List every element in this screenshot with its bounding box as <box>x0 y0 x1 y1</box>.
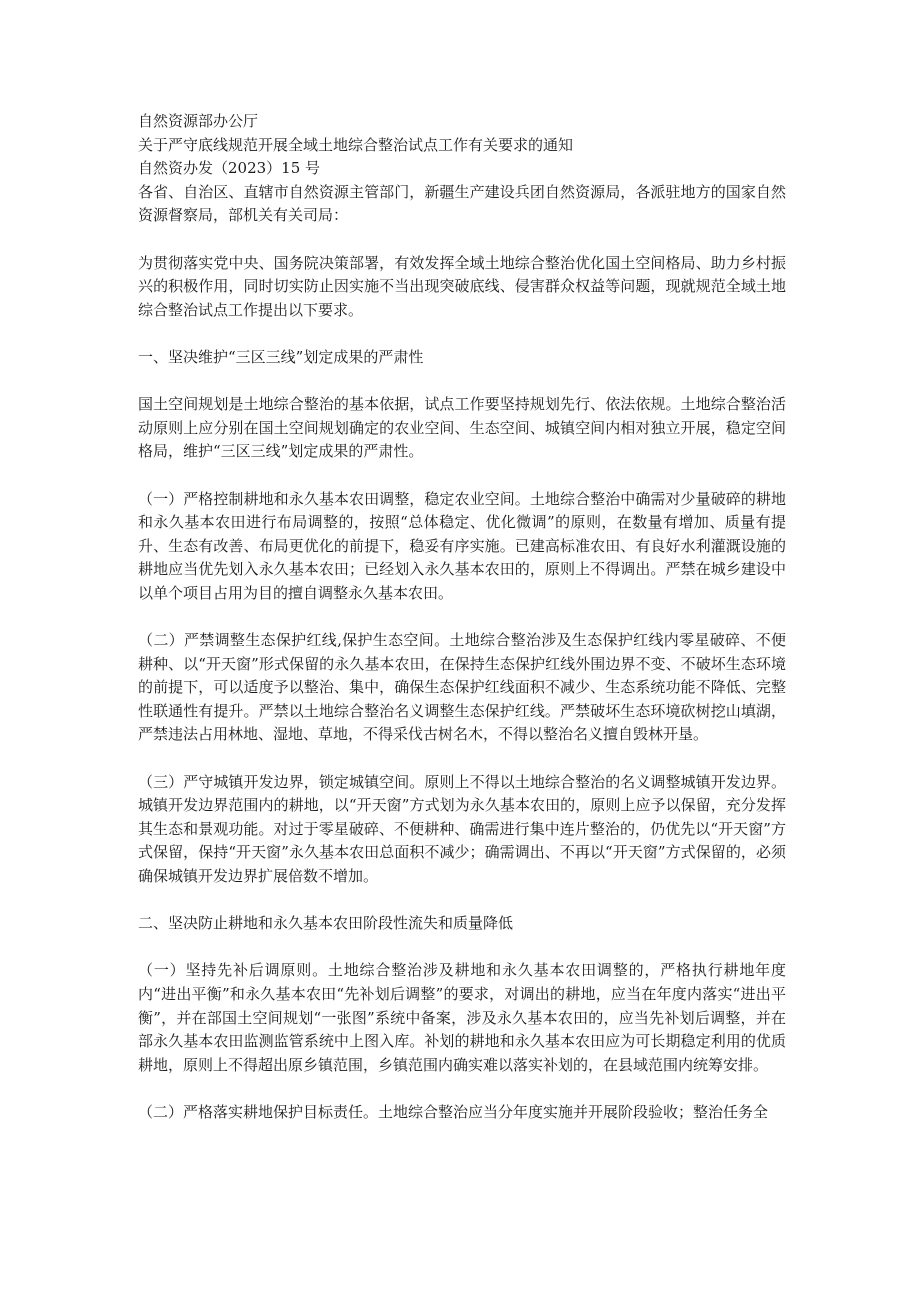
section-1-heading: 一、坚决维护“三区三线”划定成果的严肃性 <box>138 347 424 366</box>
notice-title: 关于严守底线规范开展全域土地综合整治试点工作有关要求的通知 <box>138 135 574 154</box>
section-2-item-1: （一）坚持先补后调原则。土地综合整治涉及耕地和永久基本农田调整的，严格执行耕地年度内“进出平衡”和永久基本农田“先补划后调整”的要求，对调出的耕地，应当在年度内落实“进出平衡”，并在部国土空间规划“一张图”系统中备案，涉及永久基本农田的，应当先补划后调整，并在部永久基本农田监测监管系统中上图入库。补划的耕地和永久基本农田应为可长期稳定利用的优质耕地，原则上不得超出原乡镇范围，乡镇范围内确实难以落实补划的，在县域范围内统筹安排。 <box>138 961 786 1074</box>
section-1-item-3: （三）严守城镇开发边界，锁定城镇空间。原则上不得以土地综合整治的名义调整城镇开发边界。城镇开发边界范围内的耕地，以“开天窗”方式划为永久基本农田的，原则上应予以保留，充分发挥其生态和景观功能。对过于零星破碎、不便耕种、确需进行集中连片整治的，仍优先以“开天窗”方式保留，保持“开天窗”永久基本农田总面积不减少；确需调出、不再以“开天窗”方式保留的，必须确保城镇开发边界扩展倍数不增加。 <box>138 772 786 885</box>
document-page <box>138 110 786 1125</box>
document-number: 自然资办发（2023）15 号 <box>138 159 321 178</box>
section-1-item-2: （二）严禁调整生态保护红线,保护生态空间。土地综合整治涉及生态保护红线内零星破碎、不便耕种、以“开天窗”形式保留的永久基本农田，在保持生态保护红线外围边界不变、不破坏生态环境的前提下，可以适度予以整治、集中，确保生态保护红线面积不减少、生态系统功能不降低、完整性联通性有提升。严禁以土地综合整治名义调整生态保护红线。严禁破坏生态环境砍树挖山填湖，严禁违法占用林地、湿地、草地，不得采伐古树名木，不得以整治名义擅自毁林开垦。 <box>138 631 786 744</box>
issuing-office: 自然资源部办公厅 <box>138 112 259 130</box>
section-2-heading: 二、坚决防止耕地和永久基本农田阶段性流失和质量降低 <box>138 914 514 933</box>
recipients: 各省、自治区、直辖市自然资源主管部门，新疆生产建设兵团自然资源局，各派驻地方的国家自然资源督察局，部机关有关司局： <box>138 182 786 225</box>
section-1-item-1: （一）严格控制耕地和永久基本农田调整，稳定农业空间。土地综合整治中确需对少量破碎的耕地和永久基本农田进行布局调整的，按照“总体稳定、优化微调”的原则，在数量有增加、质量有提升、生态有改善、布局更优化的前提下，稳妥有序实施。已建高标准农田、有良好水利灌溉设施的耕地应当优先划入永久基本农田；已经划入永久基本农田的，原则上不得调出。严禁在城乡建设中以单个项目占用为目的擅自调整永久基本农田。 <box>138 489 786 602</box>
intro-paragraph: 为贯彻落实党中央、国务院决策部署，有效发挥全域土地综合整治优化国土空间格局、助力乡村振兴的积极作用，同时切实防止因实施不当出现突破底线、侵害群众权益等问题，现就规范全域土地综合整治试点工作提出以下要求。 <box>138 253 786 319</box>
section-1-paragraph: 国土空间规划是土地综合整治的基本依据，试点工作要坚持规划先行、依法依规。土地综合整治活动原则上应分别在国土空间规划确定的农业空间、生态空间、城镇空间内相对独立开展，稳定空间格局，维护“三区三线”划定成果的严肃性。 <box>138 395 786 461</box>
section-2-item-2: （二）严格落实耕地保护目标责任。土地综合整治应当分年度实施并开展阶段验收；整治任务全 <box>138 1102 769 1121</box>
